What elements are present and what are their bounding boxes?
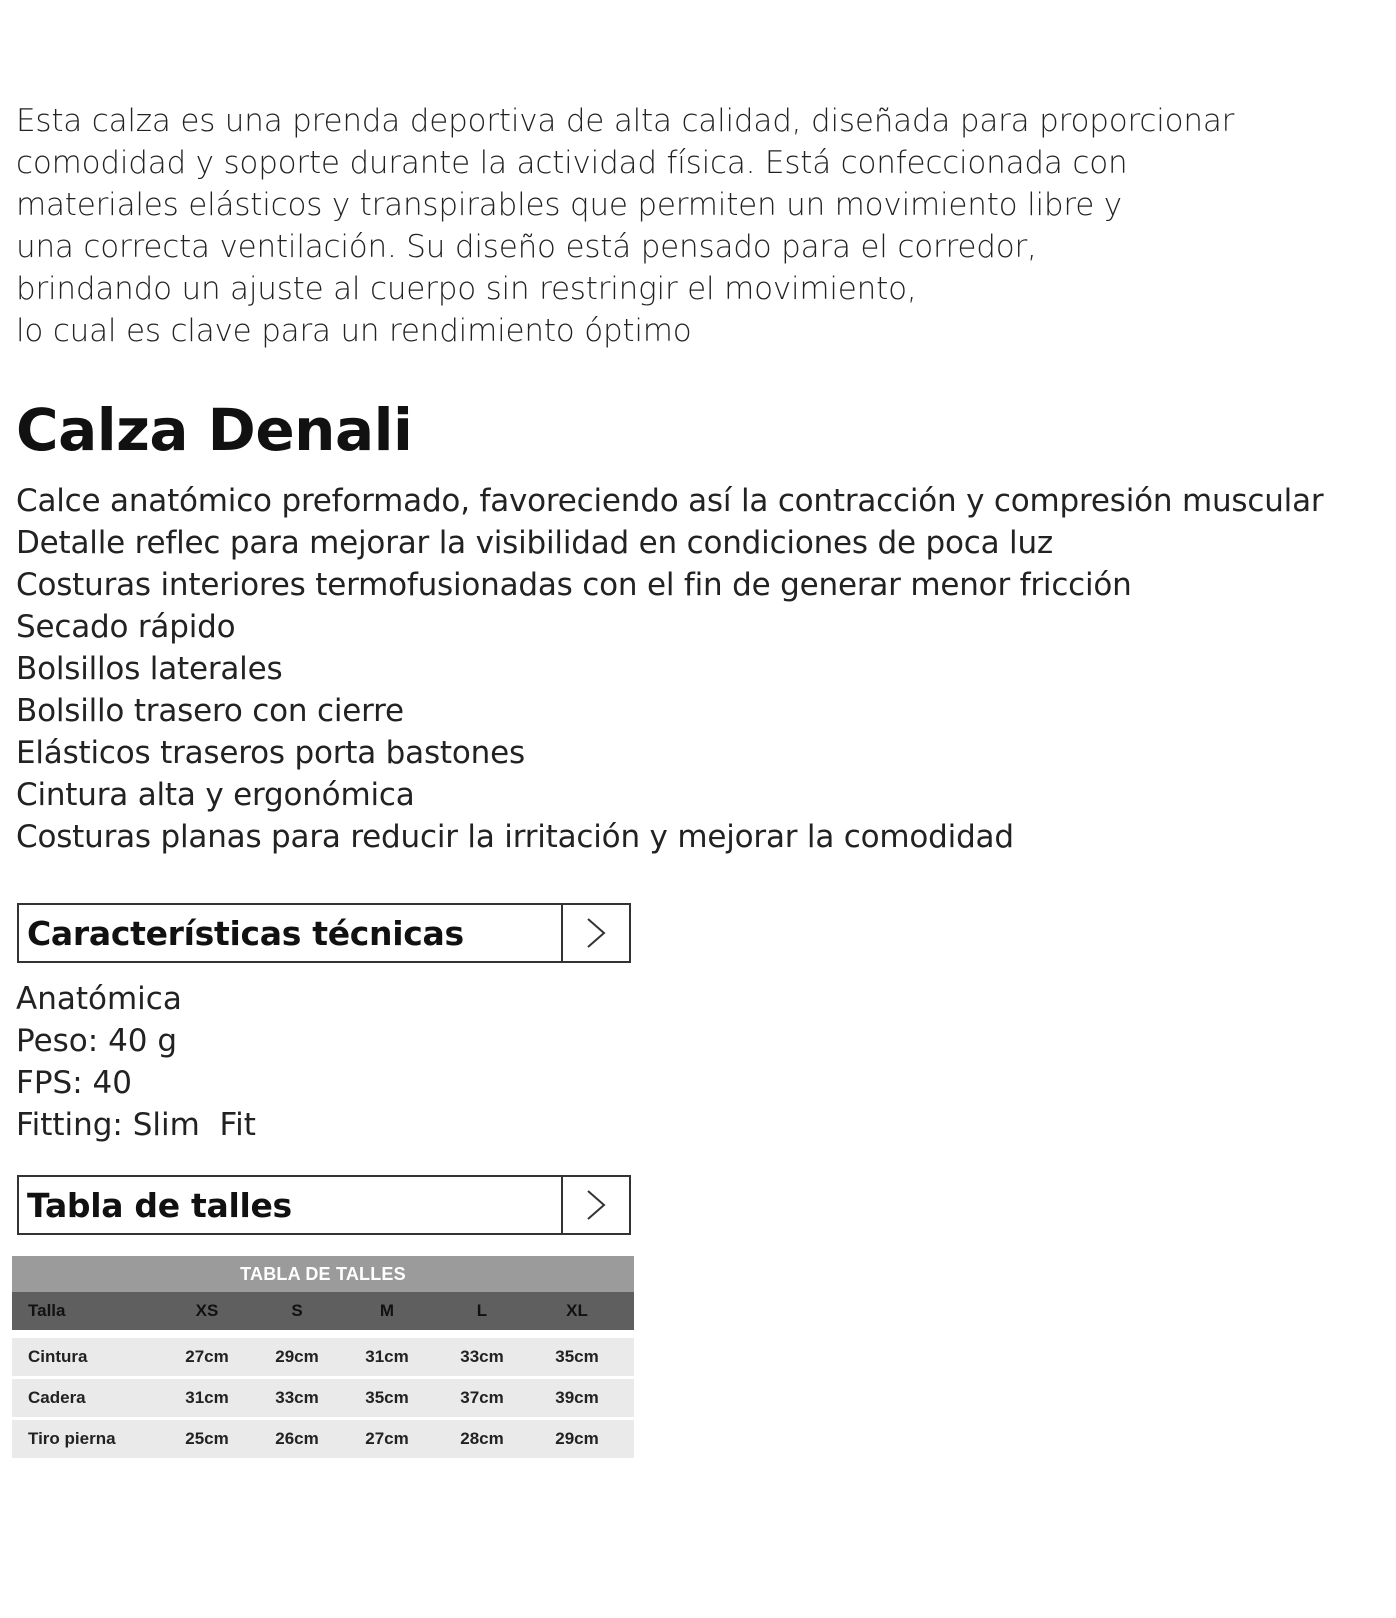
row-label: Cintura xyxy=(28,1347,88,1366)
table-cell: 28cm xyxy=(460,1429,504,1448)
feature-item: Costuras planas para reducir la irritación y mejorar la comodidad xyxy=(16,819,1014,855)
table-cell: 27cm xyxy=(365,1429,409,1448)
feature-item: Secado rápido xyxy=(16,609,236,645)
intro-line: lo cual es clave para un rendimiento óptimo xyxy=(16,313,692,349)
feature-item: Cintura alta y ergonómica xyxy=(16,777,415,813)
table-cell: 27cm xyxy=(185,1347,229,1366)
tech-specs-accordion[interactable] xyxy=(17,903,631,963)
size-chart-accordion-label: Tabla de talles xyxy=(27,1185,292,1225)
table-cell: 29cm xyxy=(275,1347,319,1366)
table-cell: 29cm xyxy=(555,1429,599,1448)
feature-item: Bolsillos laterales xyxy=(16,651,283,687)
table-cell: 37cm xyxy=(460,1388,504,1407)
spec-item: Fitting: Slim Fit xyxy=(16,1107,256,1143)
tech-specs-expand-button[interactable] xyxy=(561,905,629,961)
header-size: XL xyxy=(566,1301,588,1320)
table-cell: 35cm xyxy=(365,1388,409,1407)
chevron-right-icon xyxy=(583,916,609,950)
intro-line: brindando un ajuste al cuerpo sin restringir el movimiento, xyxy=(16,271,917,307)
table-cell: 25cm xyxy=(185,1429,229,1448)
table-cell: 26cm xyxy=(275,1429,319,1448)
intro-line: una correcta ventilación. Su diseño está pensado para el corredor, xyxy=(16,229,1037,265)
chevron-right-icon xyxy=(583,1188,609,1222)
table-cell: 31cm xyxy=(365,1347,409,1366)
intro-line: Esta calza es una prenda deportiva de alta calidad, diseñada para proporcionar xyxy=(16,103,1235,139)
header-size: M xyxy=(379,1301,395,1320)
table-cell: 33cm xyxy=(275,1388,319,1407)
table-cell: 35cm xyxy=(555,1347,599,1366)
row-label: Tiro pierna xyxy=(28,1429,116,1448)
tech-specs-list xyxy=(16,978,256,1146)
spec-item: Anatómica xyxy=(16,981,182,1017)
size-table xyxy=(12,1256,634,1461)
intro-line: materiales elásticos y transpirables que permiten un movimiento libre y xyxy=(16,187,1122,223)
size-table-header-row xyxy=(12,1292,634,1330)
table-row xyxy=(12,1379,634,1417)
table-cell: 33cm xyxy=(460,1347,504,1366)
spec-item: Peso: 40 g xyxy=(16,1023,178,1059)
tech-specs-accordion-label: Características técnicas xyxy=(27,913,464,953)
size-chart-expand-button[interactable] xyxy=(561,1177,629,1233)
feature-item: Calce anatómico preformado, favoreciendo así la contracción y compresión muscular xyxy=(16,483,1324,519)
intro-paragraph xyxy=(16,100,1386,352)
table-row xyxy=(12,1338,634,1376)
table-spacer xyxy=(12,1330,634,1338)
size-table-caption: TABLA DE TALLES xyxy=(12,1256,634,1292)
header-size: S xyxy=(291,1301,303,1320)
header-size: XS xyxy=(195,1301,219,1320)
feature-item: Costuras interiores termofusionadas con el fin de generar menor fricción xyxy=(16,567,1132,603)
header-size: L xyxy=(476,1301,488,1320)
intro-line: comodidad y soporte durante la actividad física. Está confeccionada con xyxy=(16,145,1128,181)
feature-item: Detalle reflec para mejorar la visibilidad en condiciones de poca luz xyxy=(16,525,1053,561)
table-cell: 31cm xyxy=(185,1388,229,1407)
header-label: Talla xyxy=(28,1301,66,1320)
row-label: Cadera xyxy=(28,1388,86,1407)
feature-item: Bolsillo trasero con cierre xyxy=(16,693,404,729)
table-row xyxy=(12,1420,634,1458)
spec-item: FPS: 40 xyxy=(16,1065,132,1101)
feature-item: Elásticos traseros porta bastones xyxy=(16,735,525,771)
size-chart-accordion[interactable] xyxy=(17,1175,631,1235)
product-title: Calza Denali xyxy=(16,396,413,464)
feature-list xyxy=(16,480,1323,858)
table-cell: 39cm xyxy=(555,1388,599,1407)
